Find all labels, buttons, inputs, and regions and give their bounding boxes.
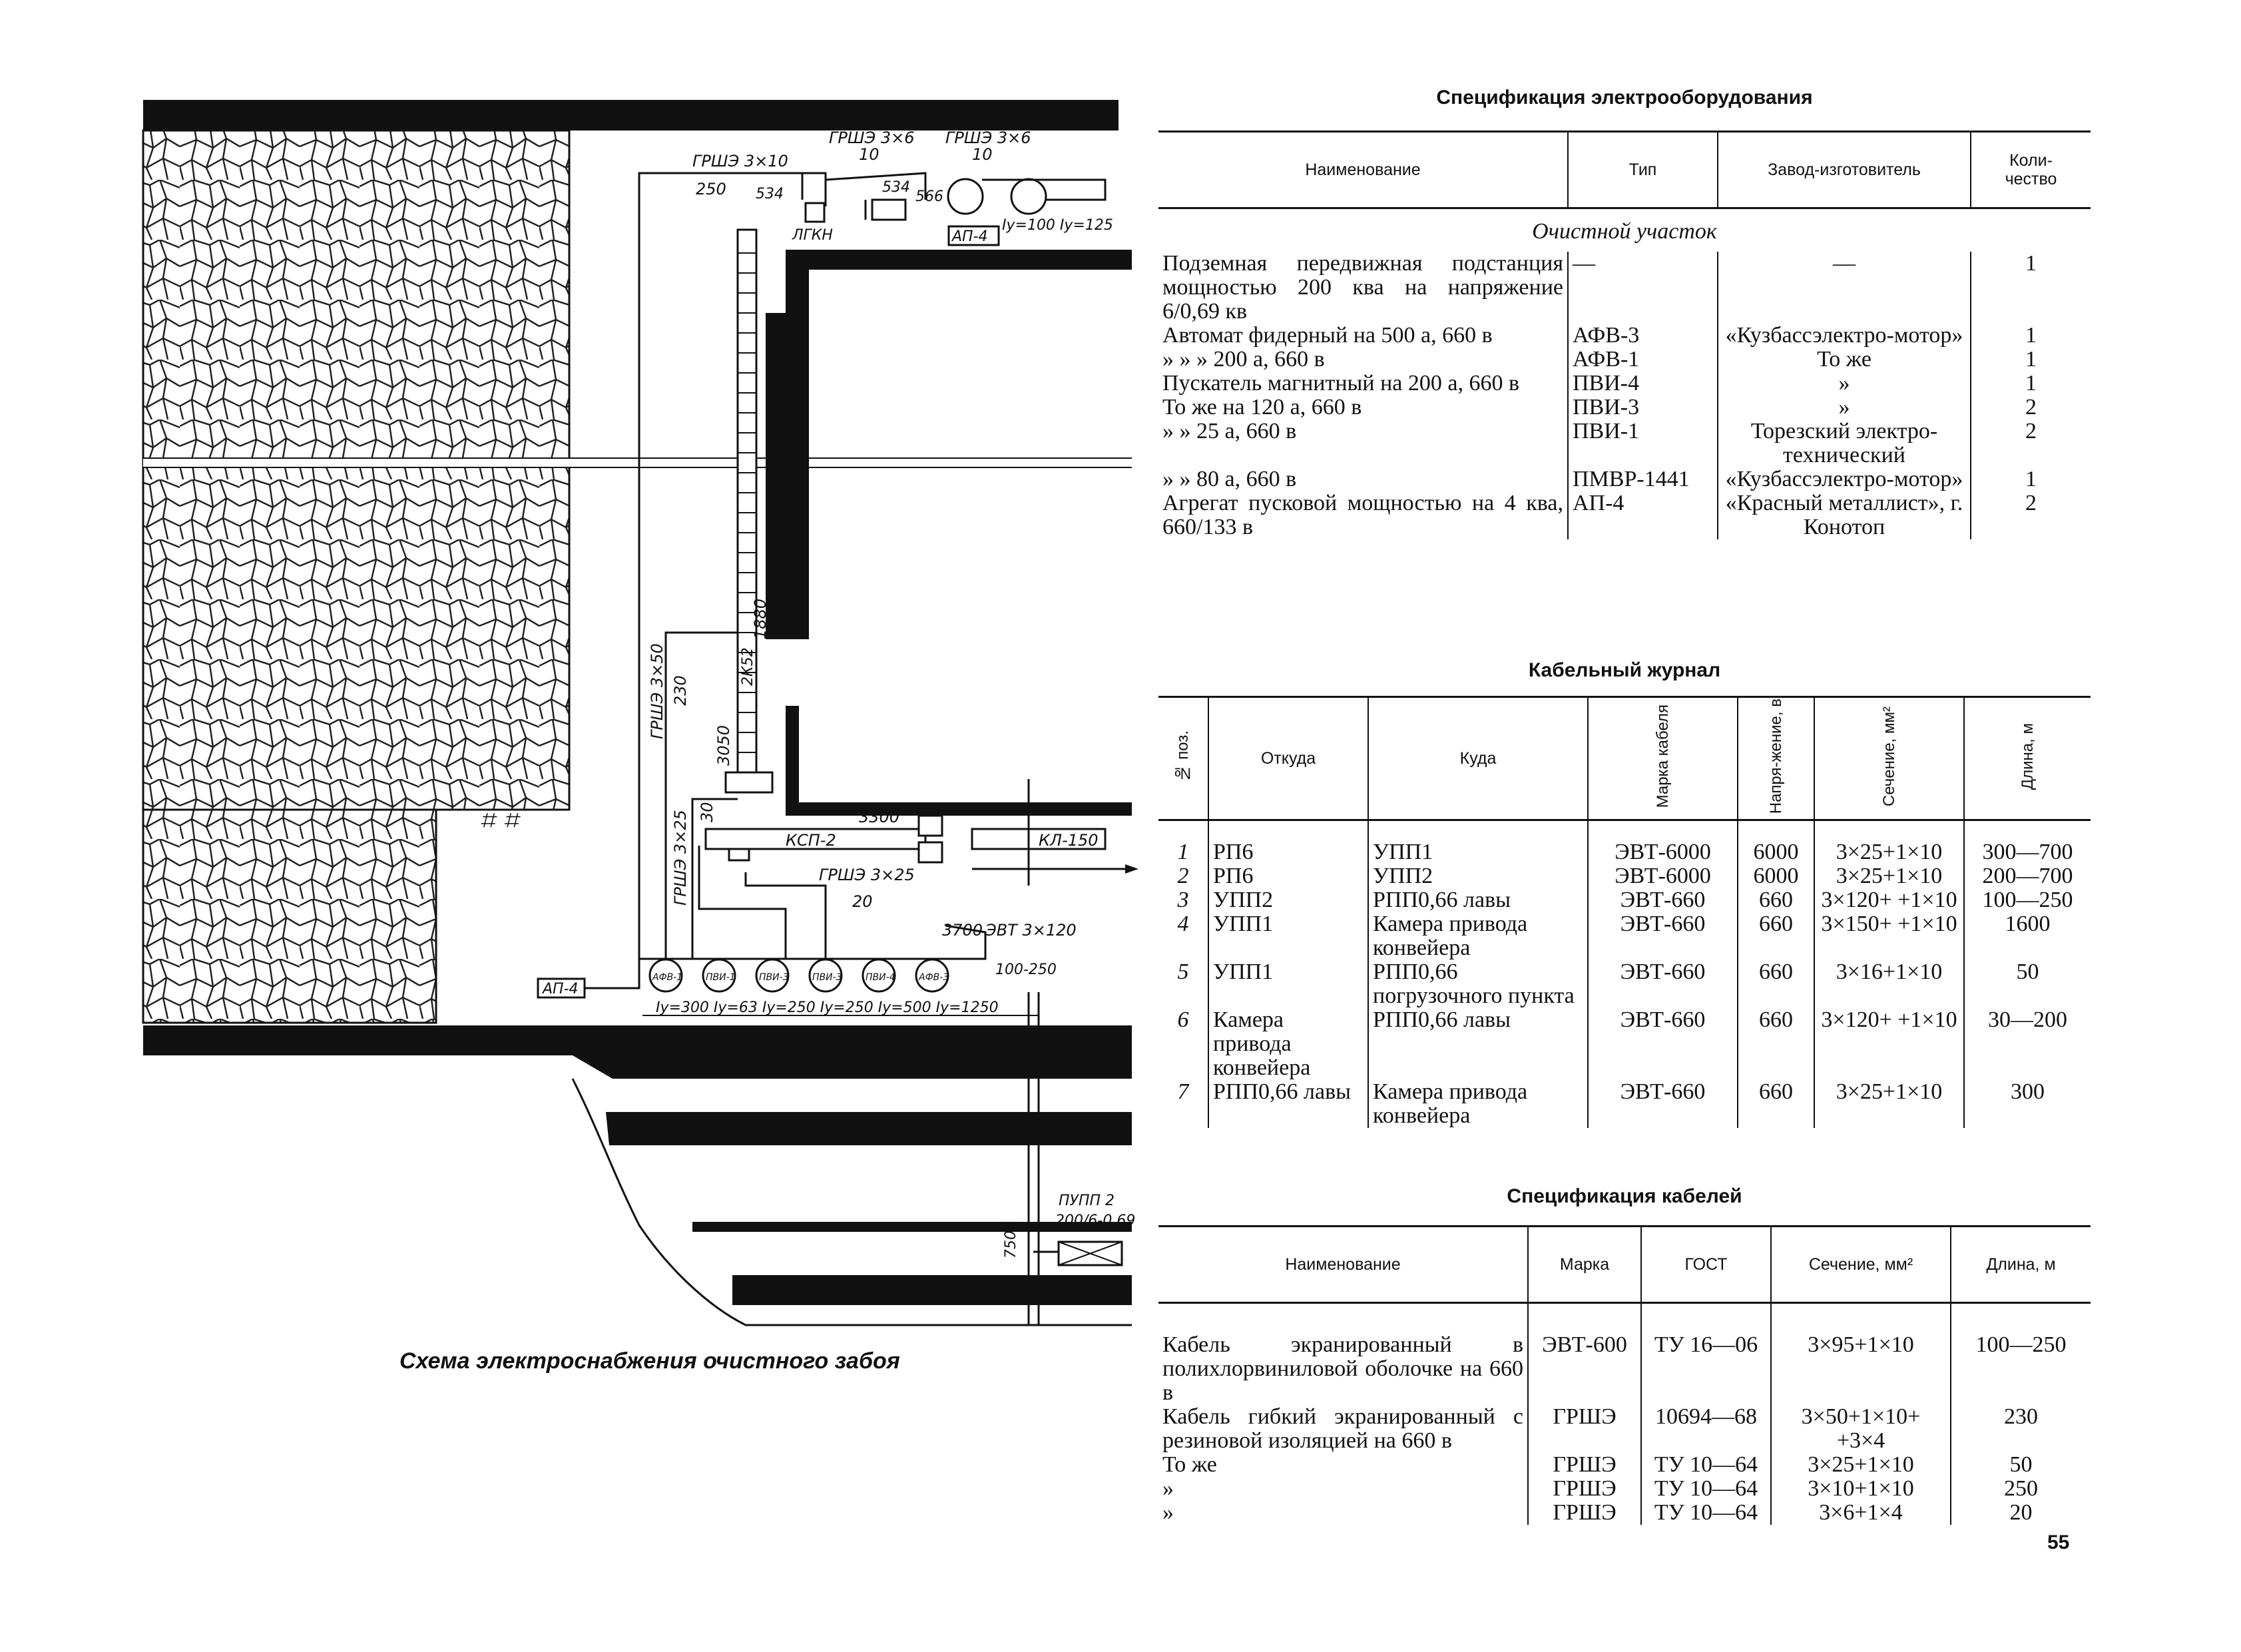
equipment-name: Подземная передвижная подстанция мощностью 200 ква на напряжение 6/0,69 кв xyxy=(1162,251,1563,324)
svg-text:534: 534 xyxy=(756,186,784,202)
equipment-maker: То же xyxy=(1718,348,1971,372)
journal-length: 100—250 xyxy=(1964,888,2091,912)
equipment-type: ПВИ-1 xyxy=(1568,419,1718,467)
equipment-maker: «Красный металлист», г. Конотоп xyxy=(1718,491,1971,539)
table-row xyxy=(1158,491,2091,539)
svg-text:ГРШЭ 3×6: ГРШЭ 3×6 xyxy=(829,129,915,147)
journal-length: 300—700 xyxy=(1964,840,2091,864)
cable-length: 230 xyxy=(1951,1405,2091,1453)
cable-name: » xyxy=(1162,1500,1174,1525)
cable-gost: ТУ 16—06 xyxy=(1641,1333,1771,1405)
journal-to: РПП0,66 погрузочного пункта xyxy=(1368,960,1588,1008)
svg-text:3050: 3050 xyxy=(714,724,733,766)
svg-text:534: 534 xyxy=(882,179,910,196)
cable-gost: ТУ 10—64 xyxy=(1641,1453,1771,1477)
cable-name: » xyxy=(1162,1476,1174,1501)
cable-section: 3×6+1×4 xyxy=(1771,1501,1951,1525)
table-row xyxy=(1158,1333,2091,1405)
journal-to: Камера привода конвейера xyxy=(1368,912,1588,960)
journal-voltage: 660 xyxy=(1738,888,1814,912)
journal-pos: 6 xyxy=(1177,1007,1189,1032)
journal-length: 30—200 xyxy=(1964,1008,2091,1080)
cable-journal-title: Кабельный журнал xyxy=(1528,659,1721,681)
table-row xyxy=(1158,960,2091,1008)
equipment-qty: 1 xyxy=(1971,348,2091,372)
device-5 xyxy=(916,960,949,991)
svg-text:ПВИ-1: ПВИ-1 xyxy=(706,972,736,983)
cable-mark: ГРШЭ xyxy=(1528,1453,1641,1477)
journal-from: РП6 xyxy=(1208,864,1368,888)
device-2 xyxy=(756,960,789,991)
journal-voltage: 660 xyxy=(1738,1080,1814,1128)
svg-text:566: 566 xyxy=(915,188,943,205)
svg-text:КЛ-150: КЛ-150 xyxy=(1039,831,1099,850)
journal-length: 50 xyxy=(1964,960,2091,1008)
cable-length: 250 xyxy=(1951,1477,2091,1501)
equipment-name: » » 80 а, 660 в xyxy=(1162,467,1297,491)
journal-length: 200—700 xyxy=(1964,864,2091,888)
svg-text:ПУПП 2: ПУПП 2 xyxy=(1059,1193,1115,1209)
journal-mark: ЭВТ-660 xyxy=(1588,1008,1738,1080)
svg-text:100-250: 100-250 xyxy=(995,962,1057,978)
journal-voltage: 660 xyxy=(1738,1008,1814,1080)
svg-text:230: 230 xyxy=(671,675,690,706)
equipment-type: ПМВР-1441 xyxy=(1568,467,1718,491)
table-row xyxy=(1158,1405,2091,1453)
cable-name: То же xyxy=(1162,1452,1217,1477)
journal-section: 3×150+ +1×10 xyxy=(1814,912,1964,960)
svg-text:ЛГКН: ЛГКН xyxy=(792,227,833,244)
equipment-name: » » 25 а, 660 в xyxy=(1162,419,1297,443)
journal-mark: ЭВТ-6000 xyxy=(1588,840,1738,864)
journal-to: УПП2 xyxy=(1368,864,1588,888)
cable-mark: ГРШЭ xyxy=(1528,1477,1641,1501)
equipment-type: ПВИ-4 xyxy=(1568,372,1718,396)
journal-voltage: 660 xyxy=(1738,960,1814,1008)
svg-text:10: 10 xyxy=(859,145,879,164)
cable-section: 3×50+1×10+ +3×4 xyxy=(1771,1405,1951,1453)
equipment-type: АП-4 xyxy=(1568,491,1718,539)
equipment-qty: 1 xyxy=(1971,324,2091,348)
diagram-caption: Схема электроснабжения очистного забоя xyxy=(399,1348,900,1374)
journal-from: УПП2 xyxy=(1208,888,1368,912)
svg-text:3300: 3300 xyxy=(859,808,900,826)
device-0 xyxy=(650,960,682,991)
journal-mark: ЭВТ-660 xyxy=(1588,960,1738,1008)
svg-text:1880: 1880 xyxy=(751,598,770,639)
cable-length: 50 xyxy=(1951,1453,2091,1477)
journal-from: РПП0,66 лавы xyxy=(1208,1080,1368,1128)
equipment-type: — xyxy=(1568,252,1718,324)
svg-text:ПВИ-4: ПВИ-4 xyxy=(866,972,895,983)
table-row xyxy=(1158,864,2091,888)
svg-text:АП-4: АП-4 xyxy=(952,228,988,245)
cable-mark: ГРШЭ xyxy=(1528,1501,1641,1525)
journal-voltage: 6000 xyxy=(1738,840,1814,864)
svg-text:ГРШЭ 3×25: ГРШЭ 3×25 xyxy=(819,866,915,884)
cable-mark: ЭВТ-600 xyxy=(1528,1333,1641,1405)
equipment-qty: 1 xyxy=(1971,252,2091,324)
device-1 xyxy=(703,960,736,991)
equipment-maker: «Кузбассэлектро-мотор» xyxy=(1718,324,1971,348)
journal-from: РП6 xyxy=(1208,840,1368,864)
journal-pos: 3 xyxy=(1177,887,1189,912)
spec-equipment-table: Наименование Тип Завод-изготовитель Коли- чество Очистной участок Подземная передвижная подстанция мощностью 200 ква на напряжение 6/0,69 кв — — 1 Автомат фидерный на 500 а, 660 в АФВ-3 «Кузбассэлектро-мотор» 1 » » » 200 а, 660 в АФВ-1 То же 1 Пускатель магнитный на 200 а, 660 в ПВИ-4 » 1 То же на 120 а, 660 в ПВИ-3 » 2 » » 25 а, 660 в ПВИ-1 Торезский электро-технический 2 » » 80 а, 660 в ПМВР-1441 «Кузбассэлектро-мотор» 1 Агрегат пусковой мощностью на 4 ква, 660/133 в АП-4 «Красный металлист», г. Конотоп 2 xyxy=(1158,131,2091,539)
table-row xyxy=(1158,888,2091,912)
table-row xyxy=(1158,1477,2091,1501)
journal-mark: ЭВТ-660 xyxy=(1588,888,1738,912)
spm-conveyor xyxy=(738,230,756,779)
journal-length: 300 xyxy=(1964,1080,2091,1128)
journal-to: РПП0,66 лавы xyxy=(1368,888,1588,912)
svg-text:ПВИ-3: ПВИ-3 xyxy=(812,972,842,983)
svg-text:Iу=100 Iу=125: Iу=100 Iу=125 xyxy=(1002,217,1113,234)
journal-mark: ЭВТ-660 xyxy=(1588,912,1738,960)
svg-text:20: 20 xyxy=(852,892,873,911)
journal-voltage: 6000 xyxy=(1738,864,1814,888)
page-number: 55 xyxy=(2047,1531,2070,1553)
power-supply-diagram xyxy=(0,0,1145,1465)
table-row xyxy=(1158,840,2091,864)
svg-text:ЭВТ 3×120: ЭВТ 3×120 xyxy=(985,921,1077,940)
table-row xyxy=(1158,1080,2091,1128)
equipment-name: Пускатель магнитный на 200 а, 660 в xyxy=(1162,371,1520,396)
equipment-type: АФВ-3 xyxy=(1568,324,1718,348)
device-3 xyxy=(810,960,842,991)
journal-section: 3×25+1×10 xyxy=(1814,1080,1964,1128)
journal-from: УПП1 xyxy=(1208,912,1368,960)
journal-from: Камера привода конвейера xyxy=(1208,1008,1368,1080)
cable-length: 20 xyxy=(1951,1501,2091,1525)
journal-section: 3×16+1×10 xyxy=(1814,960,1964,1008)
table-row xyxy=(1158,1453,2091,1477)
equipment-qty: 2 xyxy=(1971,491,2091,539)
journal-length: 1600 xyxy=(1964,912,2091,960)
journal-pos: 5 xyxy=(1177,959,1189,984)
cable-name: Кабель гибкий экранированный с резиновой изоляцией на 660 в xyxy=(1162,1404,1523,1453)
table-row xyxy=(1158,467,2091,491)
journal-section: 3×120+ +1×10 xyxy=(1814,1008,1964,1080)
spec-equipment-title: Спецификация электрооборудования xyxy=(1436,87,1813,109)
table-row xyxy=(1158,252,2091,324)
journal-section: 3×25+1×10 xyxy=(1814,864,1964,888)
journal-mark: ЭВТ-6000 xyxy=(1588,864,1738,888)
journal-to: РПП0,66 лавы xyxy=(1368,1008,1588,1080)
journal-pos: 2 xyxy=(1177,863,1189,888)
label-grshe-3x10: ГРШЭ 3×10 xyxy=(692,152,788,170)
equipment-maker: «Кузбассэлектро-мотор» xyxy=(1718,467,1971,491)
equipment-qty: 2 xyxy=(1971,396,2091,419)
cable-mark: ГРШЭ xyxy=(1528,1405,1641,1453)
journal-voltage: 660 xyxy=(1738,912,1814,960)
equipment-name: Агрегат пусковой мощностью на 4 ква, 660/133 в xyxy=(1162,491,1563,539)
svg-text:ГРШЭ 3×50: ГРШЭ 3×50 xyxy=(648,643,666,739)
table-row xyxy=(1158,419,2091,467)
svg-text:СПМ-87Б: СПМ-87Б xyxy=(774,385,793,459)
journal-section: 3×25+1×10 xyxy=(1814,840,1964,864)
cable-name: Кабель экранированный в полихлорвиниловой оболочке на 660 в xyxy=(1162,1332,1523,1405)
svg-text:Iу=300 Iу=63 Iу=250 Iу=250: Iу=300 Iу=63 Iу=250 Iу=250 Iу=500 Iу=1250 xyxy=(656,999,999,1016)
table-row xyxy=(1158,396,2091,419)
cable-journal-table: № поз. Откуда Куда Марка кабеля Напря-жение, в Сечение, мм² Длина, м 1 РП6 УПП1 ЭВТ-6000 6000 3×25+1×10 300—700 2 РП6 УПП2 ЭВТ-6000 6000 3×25+1×10 200—700 3 УПП2 РПП0,66 лавы ЭВТ-660 660 3×120+ +1×10 100—250 4 УПП1 Камера привода конвейера ЭВТ-660 660 3×150+ +1×10 1600 5 УПП1 РПП0,66 погрузочного пункта ЭВТ-660 660 3×16+1×10 50 6 Камера привода конвейера РПП0,66 лавы ЭВТ-660 660 3×120+ +1×10 30—200 7 РПП0,66 лавы Камера привода конвейера ЭВТ-660 660 3×25+1×10 300 xyxy=(1158,696,2091,1128)
cable-gost: ТУ 10—64 xyxy=(1641,1501,1771,1525)
cable-length: 100—250 xyxy=(1951,1333,2091,1405)
table-row xyxy=(1158,372,2091,396)
cable-gost: 10694—68 xyxy=(1641,1405,1771,1453)
table-row xyxy=(1158,1008,2091,1080)
journal-pos: 1 xyxy=(1177,839,1189,864)
equipment-qty: 1 xyxy=(1971,467,2091,491)
journal-pos: 7 xyxy=(1177,1079,1189,1104)
journal-to: УПП1 xyxy=(1368,840,1588,864)
table-row xyxy=(1158,348,2091,372)
equipment-maker: — xyxy=(1718,252,1971,324)
equipment-qty: 2 xyxy=(1971,419,2091,467)
equipment-name: » » » 200 а, 660 в xyxy=(1162,347,1325,372)
journal-section: 3×120+ +1×10 xyxy=(1814,888,1964,912)
cable-gost: ТУ 10—64 xyxy=(1641,1477,1771,1501)
svg-text:ГРШЭ 3×25: ГРШЭ 3×25 xyxy=(671,810,690,906)
journal-from: УПП1 xyxy=(1208,960,1368,1008)
equipment-type: АФВ-1 xyxy=(1568,348,1718,372)
svg-text:2К52: 2К52 xyxy=(740,647,756,686)
svg-text:КСП-2: КСП-2 xyxy=(786,831,836,850)
cable-section: 3×95+1×10 xyxy=(1771,1333,1951,1405)
equipment-maker: » xyxy=(1718,372,1971,396)
equipment-name: Автомат фидерный на 500 а, 660 в xyxy=(1162,323,1493,348)
equipment-type: ПВИ-3 xyxy=(1568,396,1718,419)
svg-text:⌗ ⌗: ⌗ ⌗ xyxy=(479,805,518,836)
equipment-maker: » xyxy=(1718,396,1971,419)
svg-text:АП-4: АП-4 xyxy=(543,981,579,997)
svg-text:ПВИ-3: ПВИ-3 xyxy=(759,972,789,983)
spec-cables-table: Наименование Марка ГОСТ Сечение, мм² Длина, м Кабель экранированный в полихлорвиниловой оболочке на 660 в ЭВТ-600 ТУ 16—06 3×95+1×10 100—250 Кабель гибкий экранированный с резиновой изоляцией на 660 в ГРШЭ 10694—68 3×50+1×10+ +3×4 230 То же ГРШЭ ТУ 10—64 3×25+1×10 50 » ГРШЭ ТУ 10—64 3×10+1×10 250 » ГРШЭ ТУ 10—64 3×6+1×4 20 xyxy=(1158,1225,2091,1525)
journal-mark: ЭВТ-660 xyxy=(1588,1080,1738,1128)
equipment-name: То же на 120 а, 660 в xyxy=(1162,395,1362,419)
svg-text:ГРШЭ 3×6: ГРШЭ 3×6 xyxy=(945,129,1031,147)
svg-text:7500: 7500 xyxy=(1003,1221,1019,1258)
device-4 xyxy=(863,960,895,991)
table-row xyxy=(1158,324,2091,348)
svg-text:200/6-0,69: 200/6-0,69 xyxy=(1055,1213,1136,1229)
spec-cables-title: Спецификация кабелей xyxy=(1507,1185,1742,1207)
svg-text:АФВ-3: АФВ-3 xyxy=(919,972,949,983)
cable-section: 3×10+1×10 xyxy=(1771,1477,1951,1501)
table-row xyxy=(1158,1501,2091,1525)
equipment-maker: Торезский электро-технический xyxy=(1718,419,1971,467)
svg-text:30: 30 xyxy=(698,802,716,822)
svg-text:10: 10 xyxy=(972,145,993,164)
cable-section: 3×25+1×10 xyxy=(1771,1453,1951,1477)
equipment-qty: 1 xyxy=(1971,372,2091,396)
svg-text:250: 250 xyxy=(696,180,726,198)
journal-pos: 4 xyxy=(1177,911,1189,936)
journal-to: Камера привода конвейера xyxy=(1368,1080,1588,1128)
table-row xyxy=(1158,912,2091,960)
svg-text:3700: 3700 xyxy=(942,921,983,940)
svg-text:АФВ-1: АФВ-1 xyxy=(652,972,683,983)
